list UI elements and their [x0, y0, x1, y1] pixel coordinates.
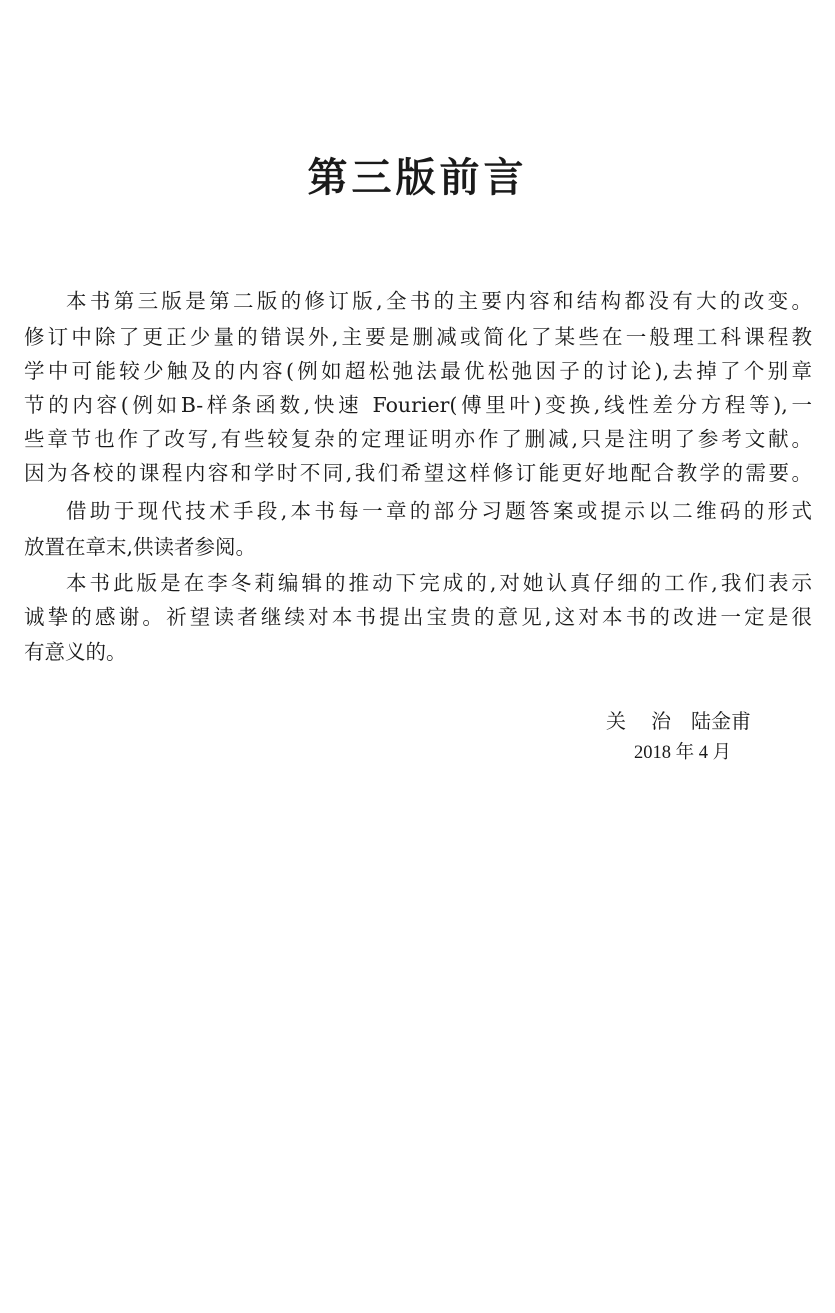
paragraph-line: 借助于现代技术手段,本书每一章的部分习题答案或提示以二维码的形式	[66, 499, 812, 523]
author-names	[606, 706, 751, 736]
paragraph-line: 些章节也作了改写,有些较复杂的定理证明亦作了删减,只是注明了参考文献。	[24, 427, 812, 451]
paragraph-line: 放置在章末,供读者参阅。	[24, 535, 257, 559]
paragraph-line: 本书第三版是第二版的修订版,全书的主要内容和结构都没有大的改变。	[66, 289, 812, 313]
paragraph-line: 节的内容(例如B-样条函数,快速 Fourier(傅里叶)变换,线性差分方程等),一	[24, 393, 812, 417]
paragraph-line: 修订中除了更正少量的错误外,主要是删减或简化了某些在一般理工科课程教	[24, 325, 812, 349]
paragraph-line: 学中可能较少触及的内容(例如超松弛法最优松弛因子的讨论),去掉了个别章	[24, 359, 812, 383]
paragraph-line: 诚挚的感谢。祈望读者继续对本书提出宝贵的意见,这对本书的改进一定是很	[24, 605, 812, 629]
paragraph-line: 有意义的。	[24, 640, 127, 664]
author-2: 陆金甫	[691, 709, 751, 733]
page-title: 第三版前言	[307, 154, 528, 201]
paragraph-line: 本书此版是在李冬莉编辑的推动下完成的,对她认真仔细的工作,我们表示	[66, 571, 812, 595]
preface-date: 2018 年 4 月	[634, 743, 732, 763]
author-1-char-1: 关	[606, 709, 626, 733]
author-1-char-2: 治	[651, 709, 671, 733]
paragraph-line: 因为各校的课程内容和学时不同,我们希望这样修订能更好地配合教学的需要。	[24, 461, 812, 485]
